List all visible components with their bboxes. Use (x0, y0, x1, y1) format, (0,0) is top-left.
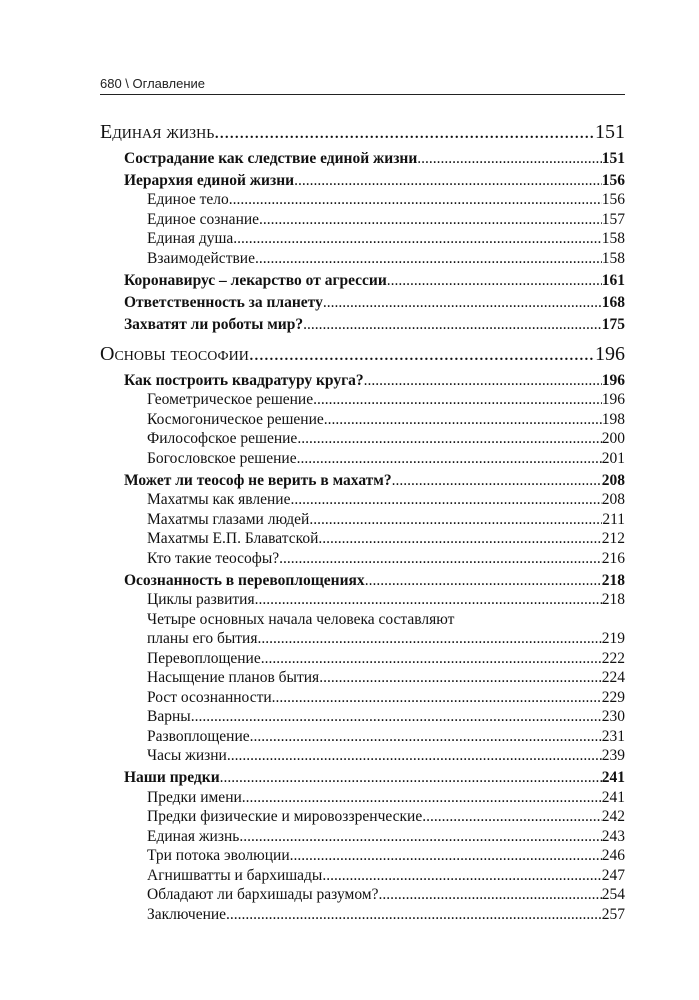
toc-entry-page: 196 (601, 391, 625, 408)
toc-entry-title: Циклы развития (147, 591, 255, 608)
toc-entry-title: Кто такие теософы? (147, 549, 280, 567)
dot-leader (387, 271, 602, 291)
toc-subentry[interactable] (100, 549, 625, 569)
dot-leader (259, 210, 602, 230)
toc-entry-page: 151 (601, 149, 625, 167)
dot-leader (322, 866, 601, 886)
toc-entry-title: Четыре основных начала человека составляют (147, 610, 455, 628)
toc-entry-title: Махатмы Е.П. Блаватской (147, 530, 319, 547)
toc-subentry[interactable] (100, 429, 625, 449)
toc-entry-title: Предки имени (147, 788, 242, 806)
toc-entry-title: Заключение (147, 905, 227, 923)
dot-leader (303, 315, 602, 335)
toc-entry-title: Коронавирус – лекарство от агрессии (124, 271, 387, 289)
toc-entry-title: Наши предки (124, 769, 220, 786)
toc-entry-page: 216 (601, 549, 625, 567)
toc-entry-title: Рост осознанности (147, 688, 272, 706)
toc-entry-page: 243 (601, 827, 625, 845)
toc-entry-page: 156 (601, 171, 625, 189)
toc-subentry[interactable] (100, 410, 625, 430)
toc-entry-page: 254 (601, 886, 625, 903)
toc-entry-page: 208 (601, 471, 625, 489)
toc-entry-title: Единая жизнь (147, 827, 240, 845)
dot-leader (297, 449, 602, 469)
toc-chapter-entry[interactable] (100, 149, 625, 169)
toc-subentry[interactable] (100, 707, 625, 727)
toc-entry-page: 241 (601, 788, 625, 806)
toc-entry-title: Богословское решение (147, 449, 297, 467)
toc-entry-page: 158 (601, 249, 625, 267)
toc-chapter-entry[interactable] (100, 371, 625, 391)
toc-subentry[interactable] (100, 727, 625, 747)
toc-entry-title: Сострадание как следствие единой жизни (124, 149, 418, 167)
toc-entry-title: Махатмы глазами людей (147, 510, 310, 528)
toc-chapter-entry[interactable] (100, 293, 625, 313)
dot-leader (365, 571, 602, 591)
toc-entry-page: 218 (601, 591, 625, 608)
toc-subentry[interactable] (100, 846, 625, 866)
toc-section-heading[interactable] (100, 340, 625, 368)
dot-leader (417, 149, 601, 169)
toc-entry-page: 242 (601, 808, 625, 825)
dot-leader (220, 768, 602, 788)
toc-chapter-entry[interactable] (100, 315, 625, 335)
toc-entry-page: 158 (601, 230, 625, 247)
toc-entry-title: планы его бытия (147, 630, 258, 647)
toc-entry-page: 208 (601, 491, 625, 508)
dot-leader (227, 746, 602, 766)
toc-entry-page: 201 (601, 449, 625, 467)
toc-chapter-entry[interactable] (100, 171, 625, 191)
toc-entry-page: 218 (601, 571, 625, 589)
dot-leader (422, 807, 602, 827)
dot-leader (255, 590, 602, 610)
toc-entry-title: Предки физические и мировоззренческие (147, 808, 423, 825)
dot-leader (191, 707, 602, 727)
toc-section-heading[interactable] (100, 118, 625, 146)
toc-subentry[interactable] (100, 249, 625, 269)
toc-subentry[interactable] (100, 449, 625, 469)
toc-entry-title: Единое сознание (147, 210, 260, 228)
toc-entry-page: 239 (601, 747, 625, 764)
dot-leader (364, 371, 602, 391)
toc-entry-page: 161 (601, 271, 625, 289)
dot-leader (261, 649, 602, 669)
toc-entry-title: Основы теософии (100, 343, 249, 365)
toc-subentry[interactable] (100, 668, 625, 688)
dot-leader (272, 688, 602, 708)
toc-entry-page: 168 (601, 293, 625, 311)
dot-leader (290, 490, 601, 510)
toc-entry-title: Философское решение (147, 430, 298, 447)
toc-subentry[interactable] (100, 390, 625, 410)
toc-entry-page: 247 (601, 866, 625, 884)
toc-subentry[interactable] (100, 649, 625, 669)
dot-leader (318, 529, 601, 549)
dot-leader (233, 229, 601, 249)
dot-leader (297, 429, 601, 449)
toc-subentry[interactable] (100, 610, 625, 630)
toc-chapter-entry[interactable] (100, 571, 625, 591)
toc-entry-title: Насыщение планов бытия (147, 669, 320, 686)
table-of-contents (100, 118, 625, 924)
dot-leader (294, 171, 602, 191)
toc-subentry[interactable] (100, 746, 625, 766)
toc-entry-page: 246 (601, 847, 625, 864)
toc-entry-page: 212 (601, 530, 625, 547)
toc-entry-title: Может ли теософ не верить в махатм? (124, 471, 392, 489)
toc-subentry[interactable] (100, 210, 625, 230)
toc-subentry[interactable] (100, 229, 625, 249)
dot-leader (226, 905, 602, 925)
dot-leader (239, 827, 601, 847)
dot-leader (313, 390, 602, 410)
toc-subentry[interactable] (100, 807, 625, 827)
toc-subentry[interactable] (100, 788, 625, 808)
dot-leader (257, 629, 601, 649)
toc-entry-title: Перевоплощение (147, 649, 261, 667)
toc-subentry[interactable] (100, 529, 625, 549)
toc-entry-page: 175 (601, 315, 625, 333)
toc-entry-title: Осознанность в перевоплощениях (124, 571, 365, 589)
toc-entry-page: 196 (595, 343, 625, 365)
toc-entry-title: Единая душа (147, 230, 234, 247)
toc-entry-title: Развоплощение (147, 727, 250, 745)
toc-entry-title: Взаимодействие (147, 249, 255, 267)
toc-entry-title: Единая жизнь (100, 121, 215, 143)
toc-entry-page: 211 (602, 510, 625, 528)
toc-entry-title: Часы жизни (147, 747, 227, 764)
dot-leader (323, 293, 602, 313)
toc-entry-page: 200 (601, 430, 625, 447)
toc-entry-title: Варны (147, 708, 191, 725)
toc-entry-title: Как построить квадратуру круга? (124, 371, 364, 389)
toc-chapter-entry[interactable] (100, 271, 625, 291)
toc-entry-title: Махатмы как явление (147, 491, 291, 508)
dot-leader (290, 846, 602, 866)
toc-subentry[interactable] (100, 866, 625, 886)
dot-leader (229, 190, 602, 210)
toc-subentry[interactable] (100, 827, 625, 847)
toc-entry-title: Иерархия единой жизни (124, 171, 295, 189)
toc-entry-page: 196 (601, 371, 625, 389)
toc-entry-title: Геометрическое решение (147, 391, 314, 408)
toc-entry-title: Три потока эволюции (147, 847, 290, 864)
dot-leader (250, 727, 602, 747)
toc-entry-title: Обладают ли бархишады разумом? (147, 886, 379, 903)
toc-entry-page: 224 (601, 669, 625, 686)
toc-subentry[interactable] (100, 190, 625, 210)
toc-entry-title: Захватят ли роботы мир? (124, 315, 304, 333)
dot-leader (392, 471, 602, 491)
toc-entry-page: 230 (601, 708, 625, 725)
toc-entry-page: 156 (601, 191, 625, 208)
toc-entry-title: Единое тело (147, 191, 229, 208)
toc-entry-page: 151 (595, 121, 625, 143)
toc-subentry[interactable] (100, 885, 625, 905)
dot-leader (309, 510, 602, 530)
dot-leader (279, 549, 602, 569)
toc-entry-title: Агнишватты и бархишады (147, 866, 323, 884)
running-header: 680 \ Оглавление (100, 76, 206, 91)
toc-entry-page: 157 (601, 210, 625, 228)
toc-subentry[interactable] (100, 905, 625, 925)
dot-leader (324, 410, 602, 430)
toc-entry-page: 257 (601, 905, 625, 923)
toc-entry-page: 229 (601, 688, 625, 706)
toc-entry-title: Ответственность за планету (124, 293, 323, 311)
dot-leader (319, 668, 602, 688)
dot-leader (249, 340, 595, 368)
dot-leader (242, 788, 602, 808)
toc-entry-page: 222 (601, 649, 625, 667)
dot-leader (255, 249, 602, 269)
toc-entry-page: 219 (601, 630, 625, 647)
dot-leader (214, 118, 595, 146)
toc-subentry[interactable] (100, 629, 625, 649)
toc-entry-title: Космогоническое решение (147, 410, 324, 428)
toc-subentry[interactable] (100, 688, 625, 708)
toc-chapter-entry[interactable] (100, 768, 625, 788)
toc-subentry[interactable] (100, 590, 625, 610)
toc-entry-page: 231 (601, 727, 625, 745)
header-rule (100, 94, 625, 95)
toc-chapter-entry[interactable] (100, 471, 625, 491)
dot-leader (378, 885, 601, 905)
toc-subentry[interactable] (100, 510, 625, 530)
toc-subentry[interactable] (100, 490, 625, 510)
toc-entry-page: 241 (601, 769, 625, 786)
toc-entry-page: 198 (601, 410, 625, 428)
